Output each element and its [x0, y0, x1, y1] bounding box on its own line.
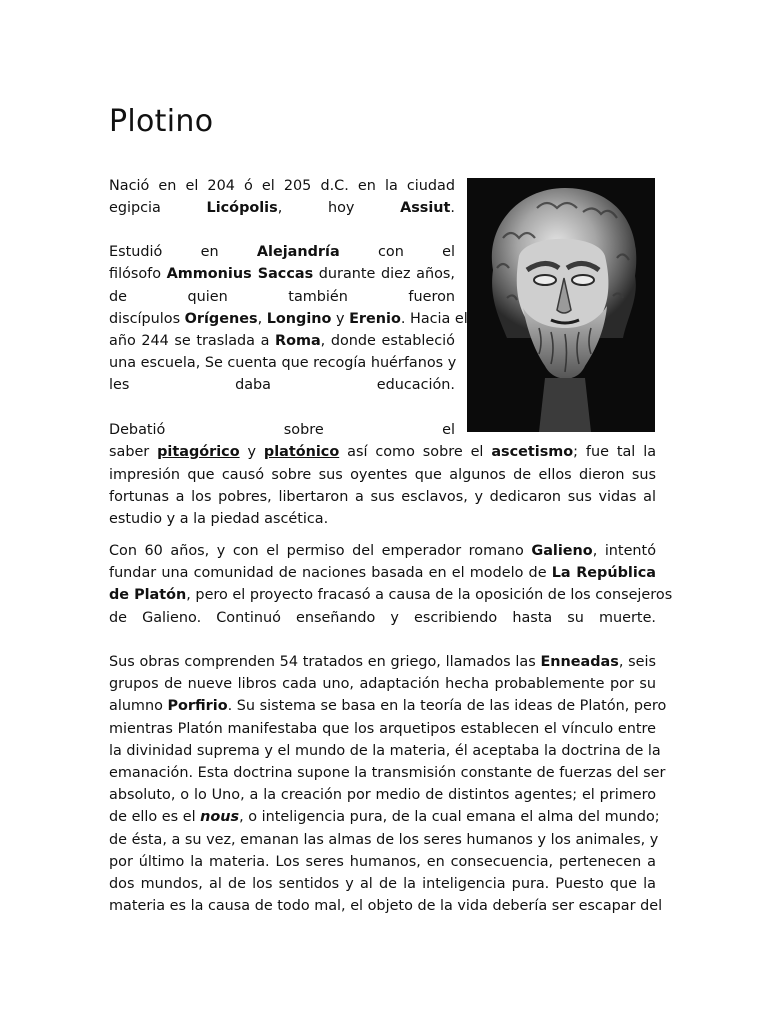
- text-run: de ésta, a su vez, emanan las almas de los seres humanos y los animales, y: [109, 832, 659, 848]
- emphasis-text: Alejandría: [256, 244, 340, 260]
- text-line: [109, 486, 656, 508]
- text-line: [109, 651, 656, 673]
- text-run: dos mundos, al de los sentidos y al de la inteligencia pura. Puesto que la: [109, 876, 656, 892]
- text-run: , pero el proyecto fracasó a causa de la oposición de los consejeros: [186, 587, 673, 603]
- emphasis-text: Assiut: [400, 200, 451, 216]
- text-line: [109, 464, 656, 486]
- text-run: mientras Platón manifestaba que los arquetipos establecen el vínculo entre: [109, 721, 656, 737]
- text-run: Debatió sobre el: [109, 422, 455, 438]
- text-run: .: [450, 200, 455, 216]
- text-run: , donde estableció: [320, 333, 455, 349]
- text-run: , hoy: [277, 200, 401, 216]
- text-line: [109, 895, 663, 917]
- text-line: [109, 607, 656, 629]
- text-line: [109, 352, 455, 374]
- text-run: de quien también fueron: [109, 289, 455, 305]
- text-run: egipcia: [109, 200, 207, 216]
- text-run: ,: [257, 311, 267, 327]
- text-line: [109, 263, 455, 285]
- text-run: Nació en el 204 ó el 205 d.C. en la ciudad: [109, 178, 455, 194]
- text-line: [109, 718, 656, 740]
- text-run: emanación. Esta doctrina supone la transmisión constante de fuerzas del ser: [109, 765, 666, 781]
- text-line: [109, 286, 455, 308]
- text-run: año 244 se traslada a: [109, 333, 275, 349]
- emphasis-text: Porfirio: [167, 698, 228, 714]
- text-line: [109, 308, 468, 330]
- text-line: [109, 740, 661, 762]
- text-run: y: [331, 311, 350, 327]
- text-run: . Su sistema se basa en la teoría de las ideas de Platón, pero: [227, 698, 667, 714]
- text-line: [109, 762, 666, 784]
- text-line: [109, 784, 656, 806]
- text-run: de ello es el: [109, 809, 201, 825]
- text-run: saber: [109, 444, 158, 460]
- emphasis-text: Longino: [266, 311, 332, 327]
- text-run: alumno: [109, 698, 168, 714]
- text-line: [109, 806, 660, 828]
- emphasis-text: Enneadas: [540, 654, 619, 670]
- page-title: Plotino: [109, 104, 214, 139]
- emphasis-text: Erenio: [349, 311, 401, 327]
- text-line: [109, 241, 455, 263]
- plotinus-bust-photo: [467, 178, 655, 432]
- text-run: absoluto, o lo Uno, a la creación por medio de distintos agentes; el primero: [109, 787, 656, 803]
- text-run: , o inteligencia pura, de la cual emana el alma del mundo;: [239, 809, 660, 825]
- text-line: [109, 197, 455, 219]
- text-line: [109, 330, 455, 352]
- link-text[interactable]: pitagórico: [157, 444, 240, 460]
- text-run: Estudió en: [109, 244, 257, 260]
- emphasis-text: de Platón: [109, 587, 187, 603]
- text-line: [109, 508, 656, 530]
- emphasis-text: Orígenes: [184, 311, 258, 327]
- text-run: les daba educación.: [109, 377, 455, 393]
- text-run: grupos de nueve libros cada uno, adaptación hecha probablemente por su: [109, 676, 656, 692]
- bust-icon: [467, 178, 655, 432]
- text-run: estudio y a la piedad ascética.: [109, 511, 329, 527]
- text-run: y: [239, 444, 264, 460]
- text-run: de Galieno. Continuó enseñando y escribiendo hasta su muerte.: [109, 610, 656, 626]
- text-run: filósofo: [109, 266, 167, 282]
- text-line: [109, 374, 455, 396]
- text-run: así como sobre el: [339, 444, 492, 460]
- text-run: , intentó: [592, 543, 656, 559]
- text-run: una escuela, Se cuenta que recogía huérfanos y: [109, 355, 457, 371]
- text-line: [109, 562, 656, 584]
- text-run: por último la materia. Los seres humanos, en consecuencia, pertenecen a: [109, 854, 656, 870]
- text-run: materia es la causa de todo mal, el objeto de la vida debería ser escapar del: [109, 898, 663, 914]
- text-run: . Hacia el: [400, 311, 468, 327]
- text-line: [109, 540, 656, 562]
- emphasis-text: ascetismo: [491, 444, 574, 460]
- text-run: la divinidad suprema y el mundo de la materia, él aceptaba la doctrina de la: [109, 743, 661, 759]
- text-run: fundar una comunidad de naciones basada en el modelo de: [109, 565, 552, 581]
- text-run: discípulos: [109, 311, 185, 327]
- emphasis-text: Licópolis: [206, 200, 278, 216]
- emphasis-text: La República: [551, 565, 656, 581]
- text-line: [109, 673, 656, 695]
- emphasis-text: nous: [200, 809, 240, 825]
- text-line: [109, 175, 455, 197]
- text-line: [109, 829, 659, 851]
- link-text[interactable]: platónico: [263, 444, 340, 460]
- text-run: ; fue tal la: [573, 444, 657, 460]
- text-line: [109, 851, 656, 873]
- text-run: con el: [339, 244, 455, 260]
- emphasis-text: Galieno: [531, 543, 593, 559]
- text-run: durante diez años,: [313, 266, 455, 282]
- text-line: [109, 873, 656, 895]
- text-line: [109, 584, 673, 606]
- text-run: fortunas a los pobres, libertaron a sus esclavos, y dedicaron sus vidas al: [109, 489, 656, 505]
- text-run: Con 60 años, y con el permiso del emperador romano: [109, 543, 532, 559]
- text-run: , seis: [618, 654, 656, 670]
- emphasis-text: Ammonius Saccas: [166, 266, 314, 282]
- text-line: [109, 441, 656, 463]
- text-line: [109, 695, 667, 717]
- text-run: impresión que causó sobre sus oyentes que algunos de ellos dieron sus: [109, 467, 656, 483]
- text-line: [109, 419, 455, 441]
- emphasis-text: Roma: [274, 333, 321, 349]
- text-run: Sus obras comprenden 54 tratados en griego, llamados las: [109, 654, 541, 670]
